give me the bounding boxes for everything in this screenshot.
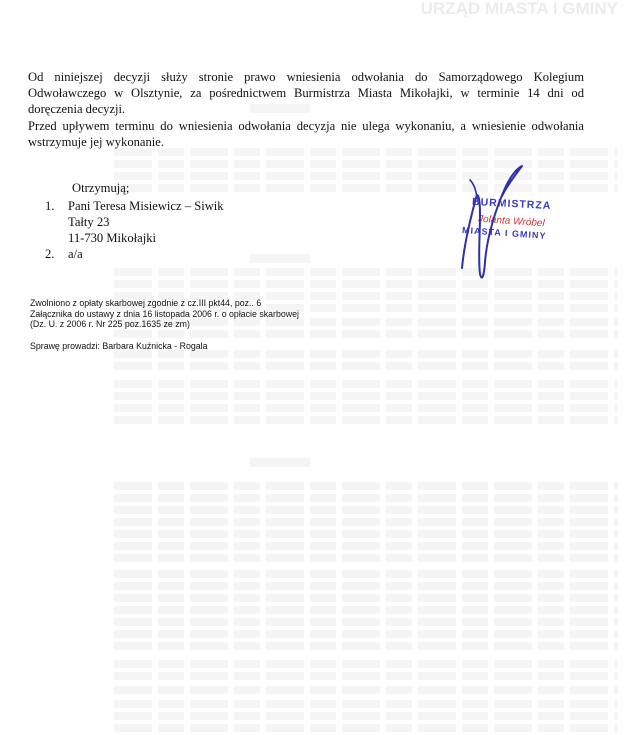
recipient-number: 1. (45, 199, 55, 213)
recipients-list (45, 180, 224, 262)
execution-paragraph: Przed upływem terminu do wniesienia odwołania decyzja nie ulega wykonaniu, a wniesienie odwołania wstrzymuje jej wykonanie. (28, 119, 584, 149)
case-handler: Sprawę prowadzi: Barbara Kuźnicka - Rogala (30, 341, 208, 351)
recipient-city: 11-730 Mikołajki (68, 231, 157, 245)
stamp-signer-name: Jolanta Wróbel (477, 213, 546, 230)
recipient-street: Tałty 23 (68, 215, 110, 229)
stamp-line: MIASTA I GMINY (461, 225, 547, 241)
bleed-through-header-title: URZĄD MIASTA I GMINY (420, 0, 618, 18)
fee-note-line: Zwolniono z opłaty skarbowej zgodnie z cz.III pkt44, poz.. 6 (30, 298, 262, 308)
recipients-label: Otrzymują; (72, 181, 130, 195)
recipient-name: Pani Teresa Misiewicz – Siwik (68, 199, 224, 213)
recipient-item (45, 198, 224, 214)
stamp-line: BURMISTRZA (471, 195, 552, 213)
recipient-item (45, 246, 224, 262)
recipient-name: a/a (68, 247, 83, 261)
fee-exemption-note (30, 298, 299, 330)
handwritten-signature (440, 150, 530, 290)
fee-note-line: (Dz. U. z 2006 r. Nr 225 poz.1635 ze zm) (30, 319, 190, 330)
recipient-number: 2. (45, 247, 55, 261)
fee-note-line: Załącznika do ustawy z dnia 16 listopada 2006 r. o opłacie skarbowej (30, 308, 299, 319)
appeal-paragraph: Od niniejszej decyzji służy stronie prawo wniesienia odwołania do Samorządowego Kolegium Odwoławczego w Olsztynie, za pośrednictwem Burmistrza Miasta Mikołajki, w terminie 14 dni od doręczenia decyzji. (28, 70, 584, 116)
